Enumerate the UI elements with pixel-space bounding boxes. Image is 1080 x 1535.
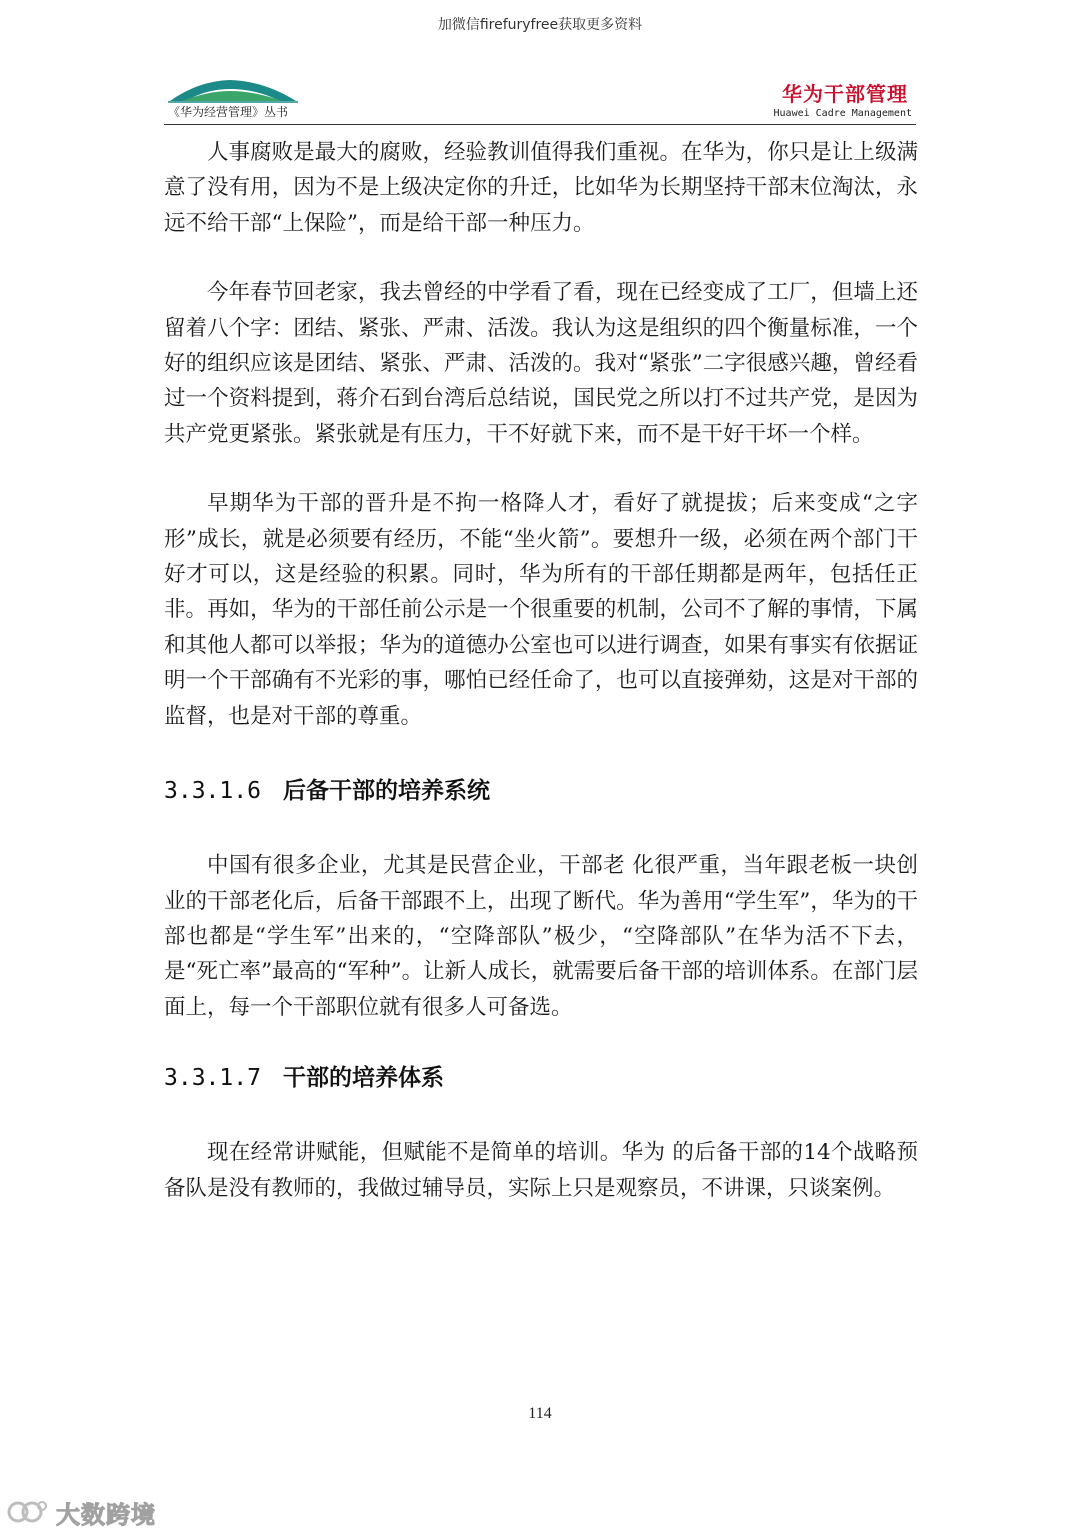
series-label: 《华为经营管理》丛书	[168, 105, 289, 119]
section-heading	[164, 774, 918, 808]
section-number: 3.3.1.7	[164, 1065, 261, 1092]
book-title: 华为干部管理	[782, 82, 908, 106]
section-number: 3.3.1.6	[164, 778, 261, 805]
section-title: 后备干部的培养系统	[282, 778, 490, 805]
watermark-logo-icon	[6, 1497, 50, 1527]
top-watermark-note: 加微信firefuryfree获取更多资料	[437, 17, 643, 33]
body-paragraph: 现在经常讲赋能，但赋能不是简单的培训。华为 的后备干部的14个战略预备队是没有教师的，我做过辅导员，实际上只是观察员，不讲课，只谈案例。	[164, 1140, 918, 1201]
watermark-text: 大数跨境	[56, 1500, 156, 1529]
header-rule	[164, 124, 916, 125]
body-paragraph: 早期华为干部的晋升是不拘一格降人才，看好了就提拔；后来变成“之字 形”成长，就是必须要有经历，不能“坐火箭”。要想升一级，必须在两个部门干好才可以，这是经验的积累。同时，华为所有的干部任期都是两年，包括任正非。再如，华为的干部任前公示是一个很重要的机制，公司不了解的事情，下属和其他人都可以举报；华为的道德办公室也可以进行调查，如果有事实有依据证明一个干部确有不光彩的事，哪怕已经任命了，也可以直接弹劾，这是对干部的监督，也是对干部的尊重。	[164, 491, 918, 729]
corner-watermark	[6, 1496, 156, 1528]
book-subtitle: Huawei Cadre Management	[773, 108, 912, 119]
series-logo	[168, 77, 298, 103]
section-heading	[164, 1061, 918, 1095]
body-paragraph: 人事腐败是最大的腐败，经验教训值得我们重视。在华为，你只是让上级满意了没有用，因为不是上级决定你的升迁，比如华为长期坚持干部末位淘汰，永远不给干部“上保险”，而是给干部一种压力。	[164, 140, 918, 236]
section-title: 干部的培养体系	[282, 1065, 444, 1092]
body-paragraph: 中国有很多企业，尤其是民营企业，干部老 化很严重，当年跟老板一块创业的干部老化后，后备干部跟不上，出现了断代。华为善用“学生军”，华为的干部也都是“学生军”出来的，“空降部队”极少，“空降部队”在华为活不下去，是“死亡率”最高的“军种”。让新人成长，就需要后备干部的培训体系。在部门层面上，每一个干部职位就有很多人可备选。	[164, 853, 918, 1020]
page-body	[164, 135, 918, 1206]
body-paragraph: 今年春节回老家，我去曾经的中学看了看，现在已经变成了工厂，但墙上还留着八个字：团结、紧张、严肃、活泼。我认为这是组织的四个衡量标准，一个好的组织应该是团结、紧张、严肃、活泼的。我对“紧张”二字很感兴趣，曾经看过一个资料提到，蒋介石到台湾后总结说，国民党之所以打不过共产党，是因为共产党更紧张。紧张就是有压力，干不好就下来，而不是干好干坏一个样。	[164, 280, 918, 447]
page-number: 114	[528, 1405, 552, 1422]
